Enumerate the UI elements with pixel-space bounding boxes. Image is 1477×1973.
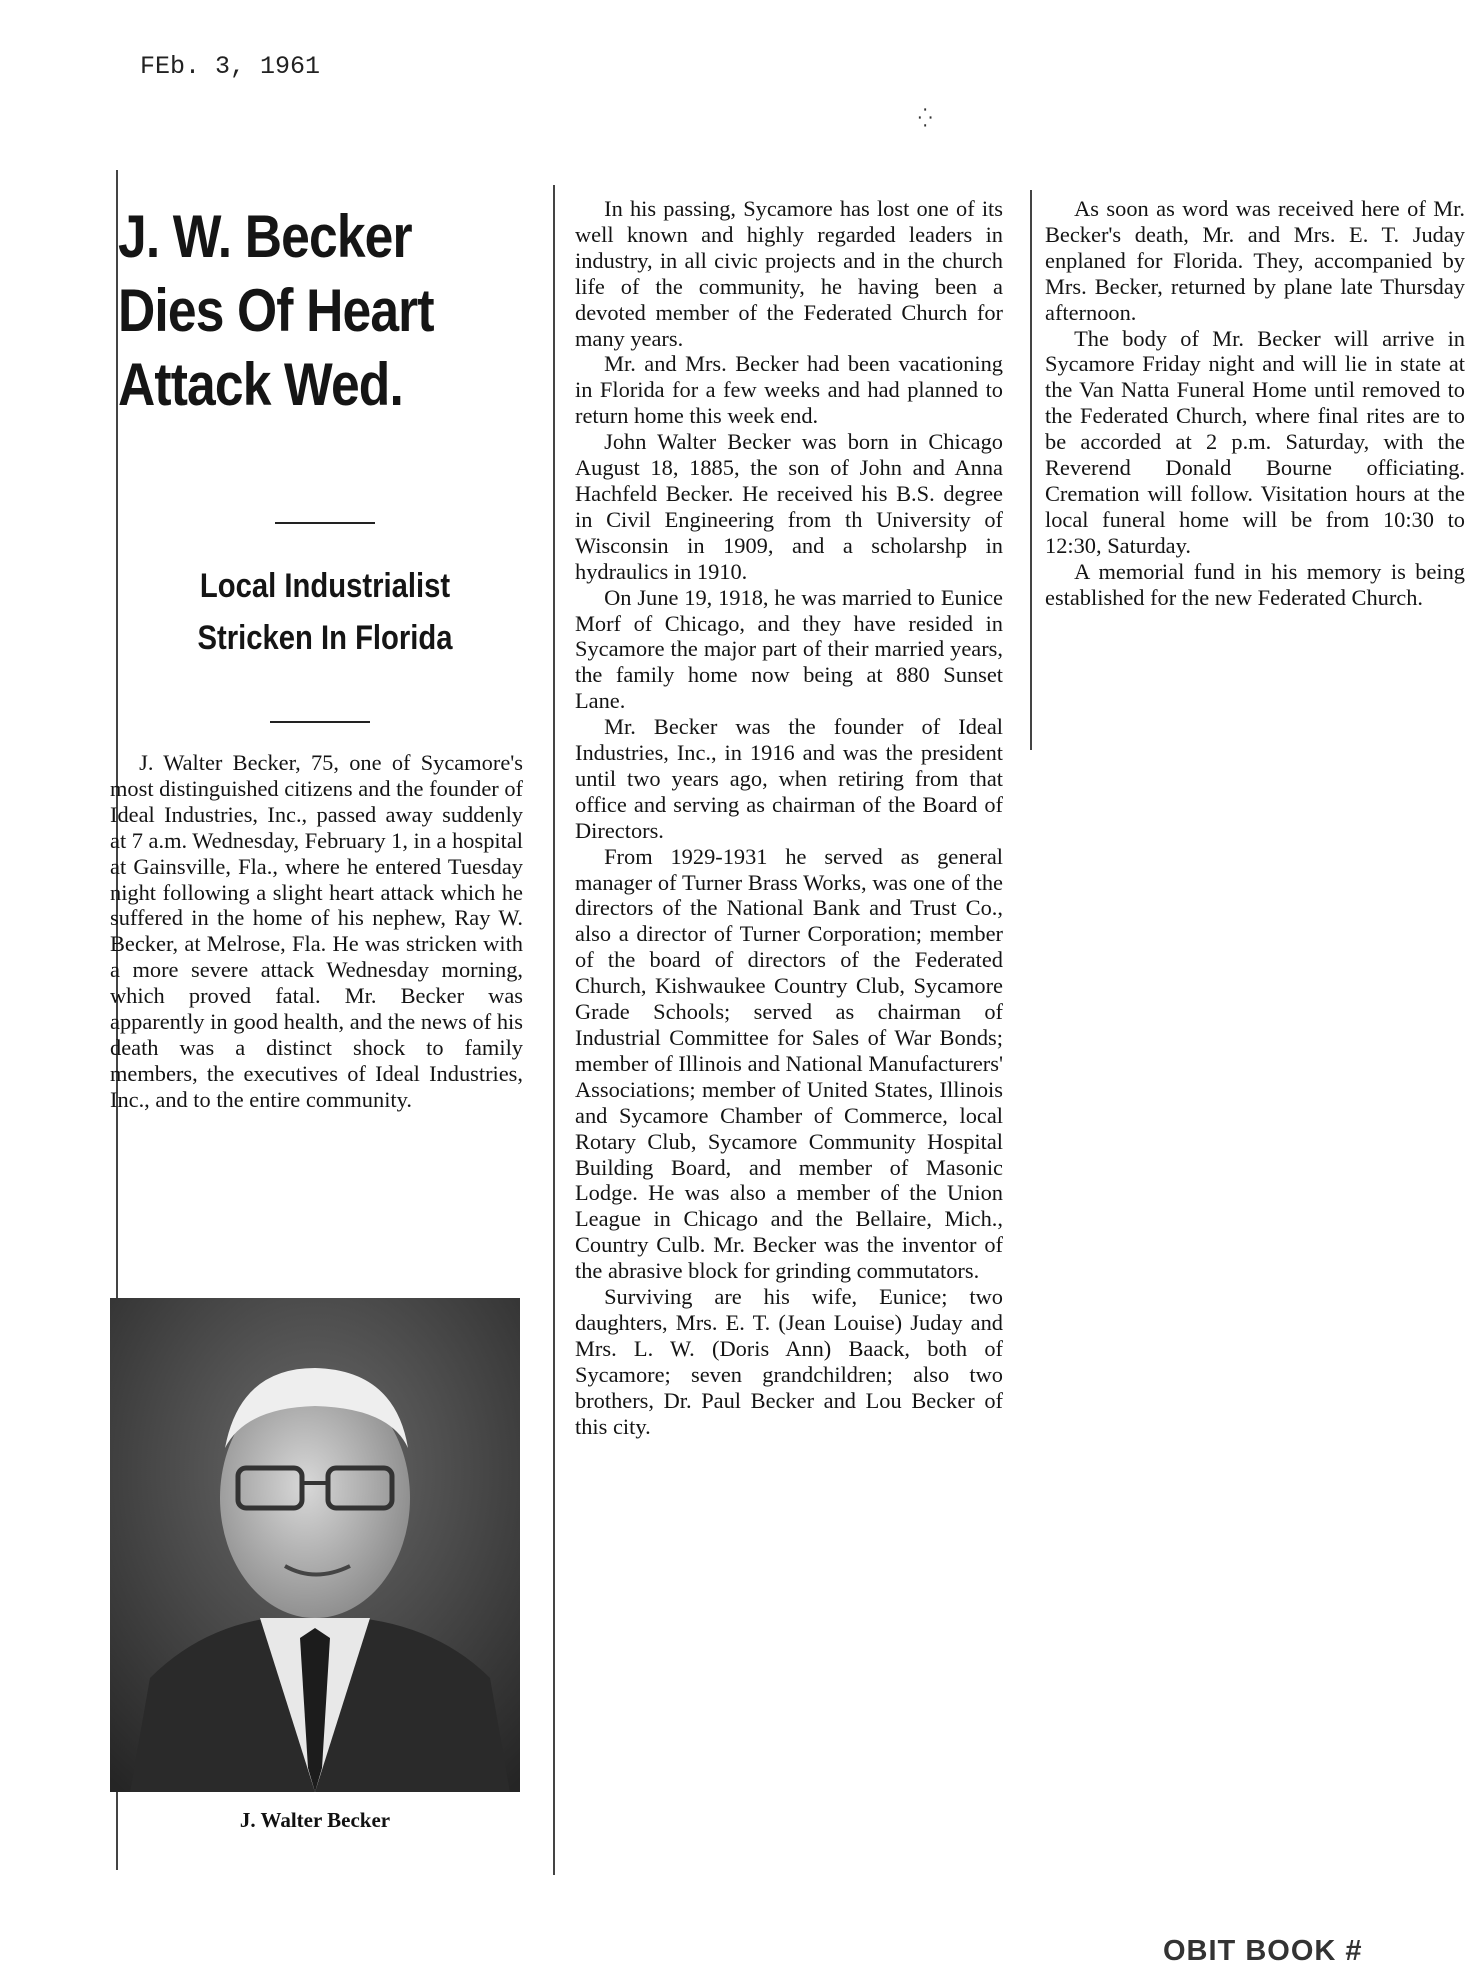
headline-line-2: Dies Of Heart (118, 277, 434, 344)
headline-line-1: J. W. Becker (118, 203, 412, 270)
col2-paragraph-4: On June 19, 1918, he was married to Eunice Morf of Chicago, and they have resided in Sycamore the major part of their married years, the family home now being at 880 Sunset Lane. (575, 584, 1003, 714)
col2-paragraph-1: In his passing, Sycamore has lost one of its well known and highly regarded leaders in industry, in all civic projects and in the church life of the community, he having been a devoted member of the Federated Church for many years. (575, 196, 1003, 351)
subhead-line-1: Local Industrialist (199, 567, 451, 605)
column-3 (1045, 196, 1465, 611)
headline-line-3: Attack Wed. (118, 351, 403, 418)
col3-paragraph-2: The body of Mr. Becker will arrive in Sycamore Friday night and will lie in state at the Van Natta Funeral Home until removed to the Federated Church, where final rites are to be accorded at 2 p.m. Saturday, with the Reverend Donald Bourne officiating. Cremation will follow. Visitation hours at the local funeral home will be from 10:30 to 12:30, Saturday. (1045, 325, 1465, 558)
photo-caption: J. Walter Becker (239, 1808, 391, 1832)
clipping-date: FEb. 3, 1961 (140, 52, 321, 81)
portrait-photo (110, 1298, 520, 1792)
column-1 (110, 750, 523, 1113)
col2-paragraph-7: Surviving are his wife, Eunice; two daughters, Mrs. E. T. (Jean Louise) Juday and Mrs. L. W. (Doris Ann) Baack, both of Sycamore; seven grandchildren; also two brothers, Dr. Paul Becker and Lou Becker of this city. (575, 1284, 1003, 1439)
col2-paragraph-2: Mr. and Mrs. Becker had been vacationing in Florida for a few weeks and had planned to return home this week end. (575, 351, 1003, 429)
subhead-line-2: Stricken In Florida (197, 619, 453, 657)
headline-divider (275, 522, 375, 524)
col1-paragraph: J. Walter Becker, 75, one of Sycamore's most distinguished citizens and the founder of Ideal Industries, Inc., passed away suddenly at 7 a.m. Wednesday, February 1, in a hospital at Gainsville, Fla., where he entered Tuesday night following a slight heart attack which he suffered in the home of his nephew, Ray W. Becker, at Melrose, Fla. He was stricken with a more severe attack Wednesday morning, which proved fatal. Mr. Becker was apparently in good health, and the news of his death was a distinct shock to family members, the executives of Ideal Industries, Inc., and to the entire community. (110, 750, 523, 1112)
col2-paragraph-6: From 1929-1931 he served as general manager of Turner Brass Works, was one of the directors of the National Bank and Trust Co., also a director of Turner Corporation; member of the board of directors of the Federated Church, Kishwaukee Country Club, Sycamore Grade Schools; served as chairman of Industrial Committee for Sales of War Bonds; member of Illinois and National Manufacturers' Associations; member of United States, Illinois and Sycamore Chamber of Commerce, local Rotary Club, Sycamore Community Hospital Building Board, and member of Masonic Lodge. He was also a member of the Union League in Chicago and the Bellaire, Mich., Country Culb. Mr. Becker was the inventor of the abrasive block for grinding commutators. (575, 843, 1003, 1284)
subhead-divider (270, 721, 370, 723)
col2-paragraph-5: Mr. Becker was the founder of Ideal Industries, Inc., in 1916 and was the president until two years ago, when retiring from that office and serving as chairman of the Board of Directors. (575, 714, 1003, 843)
headline (118, 200, 479, 422)
print-speck: ⁛ (918, 108, 933, 128)
col3-paragraph-3: A memorial fund in his memory is being established for the new Federated Church. (1045, 558, 1465, 610)
col3-paragraph-1: As soon as word was received here of Mr. Becker's death, Mr. and Mrs. E. T. Juday enplaned for Florida. They, accompanied by Mrs. Becker, returned by plane late Thursday afternoon. (1045, 196, 1465, 325)
subheadline (140, 560, 510, 664)
column-2 (575, 196, 1003, 1440)
column-rule-right (1030, 190, 1032, 750)
column-rule-middle (553, 185, 555, 1875)
col2-paragraph-3: John Walter Becker was born in Chicago August 18, 1885, the son of John and Anna Hachfeld Becker. He received his B.S. degree in Civil Engineering from th University of Wisconsin in 1909, and a scholarshp in hydraulics in 1910. (575, 429, 1003, 584)
obit-book-stamp: OBIT BOOK # (1163, 1935, 1363, 1967)
